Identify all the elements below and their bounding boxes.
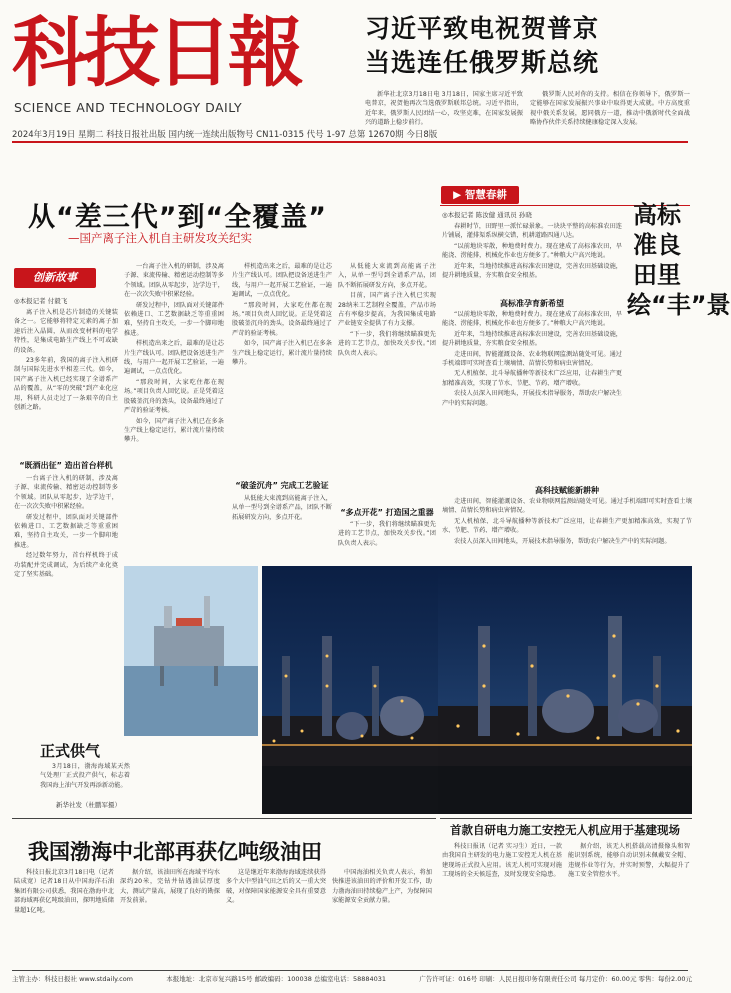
refinery-night-image-right: [438, 566, 692, 814]
masthead: [12, 6, 300, 126]
masthead-title: 科技日報: [12, 8, 300, 97]
drone-column-2: 据介绍，该无人机搭载高清摄像头和智能识别系统，能够自动识别未佩戴安全帽、违规作业等行为，并实时预警，大幅提升了施工安全管控水平。: [568, 843, 690, 879]
smart-farming-column-1: 春耕时节，田野里一派忙碌景象。一块块平整的高标准农田连片铺展，灌排渠系纵横交错，机耕道路四通八达。 “以前地块零散，种地费时费力。现在建成了高标准农田，旱能浇、涝能排，机械化作业也方便多了。”种粮大户高兴地说。 近年来，当地持续推进高标准农田建设，完善农田基础设施，提升耕地质量，夯实粮食安全根基。: [442, 223, 622, 280]
photo-caption-credit: 新华社发（杜鹏军摄）: [56, 801, 121, 809]
lead-column-4b: “下一步，我们将继续瞄准更先进的工艺节点，加快攻关步伐。”团队负责人表示。: [338, 521, 436, 547]
lead-byline: ◎本报记者 付毅飞: [14, 297, 68, 305]
smart-farming-headline: 高标准良田里绘“丰”景: [627, 201, 731, 319]
refinery-photo: [262, 566, 438, 814]
smart-farming-column-2: “以前地块零散，种地费时费力。现在建成了高标准农田，旱能浇、涝能排，机械化作业也方便多了。”种粮大户高兴地说。 近年来，当地持续推进高标准农田建设，完善农田基础设施，提升耕地质量，夯实粮食安全根基。 走进田间，智能灌溉设备、农业物联网监测站随处可见。通过手机端即可实时查看土壤墒情、苗情长势和病虫害情况。 无人机植保、北斗导航播种等新技术广泛应用，让春耕生产更加精准高效，实现了节水、节肥、节药、增产增收。 农技人员深入田间地头，开展技术指导服务，帮助农户解决生产中的实际问题。: [442, 311, 622, 407]
drone-column-1: 科技日报讯（记者 实习生）近日，一款由我国自主研发的电力施工安控无人机在基建现场正式投入应用。该无人机可实现对施工现场的全天候巡查，及时发现安全隐患。: [442, 843, 562, 879]
lead-subtitle: —国产离子注入机自主研发攻关纪实: [68, 231, 252, 245]
innovation-story-badge: 创新故事: [14, 268, 96, 288]
flag-icon: ▶: [453, 189, 462, 201]
footer-mid: 本报地址：北京市复兴路15号 邮政编码：100038 总编室电话：58884031: [166, 975, 387, 983]
smart-farming-byline: ◎本报记者 陈汝健 通讯员 孙晓: [442, 211, 532, 219]
lead-column-1b: 一台离子注入机的研制，涉及离子源、束流传输、精密运动控制等多个领域。团队从零起步，边学边干，在一次次失败中积累经验。 研发过程中，团队面对关键部件依赖进口、工艺数据缺乏等重重困难，坚持自主攻关，一步一个脚印地推进。 经过数年努力，首台样机终于成功装配并完成调试，为后续产业化奠定了坚实基础。: [14, 475, 118, 579]
masthead-english-title: SCIENCE AND TECHNOLOGY DAILY: [14, 100, 243, 115]
photo-caption-title: 正式供气: [40, 742, 101, 760]
footer-left: 主管主办：科技日报社 www.stdaily.com: [12, 975, 134, 983]
masthead-rule: [12, 141, 688, 143]
lead-headline: 从“差三代”到“全覆盖”: [28, 202, 327, 233]
oilfield-column-1: 科技日报北京3月18日电（记者 陆成宽）记者18日从中国海洋石油集团有限公司获悉，我国在渤海中北部海域再获亿吨级油田，探明地质储量超1亿吨。: [14, 869, 114, 914]
smart-farming-column-3: 走进田间，智能灌溉设备、农业物联网监测站随处可见。通过手机端即可实时查看土壤墒情、苗情长势和病虫害情况。 无人机植保、北斗导航播种等新技术广泛应用，让春耕生产更加精准高效，实现了节水、节肥、节药、增产增收。 农技人员深入田间地头，开展技术指导服务，帮助农户解决生产中的实际问题。: [442, 498, 692, 545]
oilfield-column-3: 这是继近年来渤海海域连续获得多个大中型油气田之后的又一重大突破，对保障国家能源安全具有重要意义。: [226, 869, 326, 905]
lead-column-1: 离子注入机是芯片制造的关键装备之一。它能够将特定元素的离子加速后注入晶圆，从而改变材料的电学特性，是集成电路生产线上不可或缺的设备。 23多年前，我国的离子注入机研制与国际先进水平相差三代。如今，国产离子注入机已经实现了全谱系产品的覆盖，从“零的突破”到产业化应用，科研人员走过了一条艰辛的自主创新之路。: [14, 309, 118, 412]
oilfield-headline: 我国渤海中北部再获亿吨级油田: [28, 840, 322, 864]
oilfield-column-2: 据介绍，该油田所在海域平均水深约20米，完钻井钻遇油层厚度大，测试产量高，展现了良好的勘探开发前景。: [120, 869, 220, 905]
lead-column-3b: 从低能大束流到高能离子注入，从单一型号到全谱系产品，团队不断拓展研发方向，多点开花。: [232, 495, 332, 521]
lead-subhead-1: “既酒出征” 造出首台样机: [19, 461, 113, 470]
oilfield-rule: [12, 818, 436, 819]
gas-platform-photo: [124, 566, 258, 736]
top-story-body-right: 俄罗斯人民对你的支持。相信在你领导下，俄罗斯一定能够在国家发展振兴事业中取得更大成就。中方高度重视中俄关系发展，愿同俄方一道，推动中俄新时代全面战略协作伙伴关系持续健康稳定深入发展。: [530, 91, 690, 127]
lead-column-2: 一台离子注入机的研制，涉及离子源、束流传输、精密运动控制等多个领域。团队从零起步，边学边干，在一次次失败中积累经验。 研发过程中，团队面对关键部件依赖进口、工艺数据缺乏等重重困难，坚持自主攻关，一步一个脚印地推进。 样机造出来之后，最难的是让芯片生产线认可。团队把设备送进生产线，与用户一起开展工艺验证，一遍遍调试，一点点优化。 “那段时间，大家吃住都在现场。”项目负责人回忆说。正是凭着这股破釜沉舟的劲头，设备最终通过了严苛的验证考核。 如今，国产离子注入机已在多条生产线上稳定运行，累计流片量持续攀升。: [124, 263, 224, 444]
drone-rule: [440, 818, 692, 819]
top-story-body-left: 新华社北京3月18日电 3月18日，国家主席习近平致电普京，祝贺他再次当选俄罗斯联邦总统。习近平指出，近年来，俄罗斯人民团结一心，攻坚克难，在国家发展振兴的道路上稳步前行。: [365, 91, 523, 127]
photo-caption-text: 3月18日，渤海海域某天然气处理厂正式投产供气，标志着我国海上油气开发再添新动能。: [40, 763, 130, 789]
smart-farming-subhead-1: 高标准孕育新希望: [500, 299, 564, 308]
refinery-night-image: [262, 566, 438, 814]
oilfield-column-4: 中国海油相关负责人表示，将加快推进该油田的评价和开发工作，助力渤海油田持续稳产上产，为保障国家能源安全贡献力量。: [332, 869, 432, 905]
lead-subhead-2: “破釜沉舟” 完成工艺验证: [235, 481, 329, 490]
footer: [12, 974, 692, 983]
footer-rule: [12, 970, 688, 971]
top-headline-line1: 习近平致电祝贺普京: [365, 14, 600, 43]
gas-platform-image: [124, 566, 258, 736]
refinery-photo-right: [438, 566, 692, 814]
drone-headline: 首款自研电力施工安控无人机应用于基建现场: [450, 823, 680, 837]
lead-subhead-3: “多点开花” 打造国之重器: [340, 508, 434, 517]
top-headline: [365, 12, 695, 80]
issue-line: 2024年3月19日 星期二 科技日报社出版 国内统一连续出版物号 CN11-0315 代号 1-97 总第 12670期 今日8版: [12, 130, 438, 140]
smart-farming-subhead-2: 高科技赋能新耕种: [535, 486, 599, 495]
top-headline-line2: 当选连任俄罗斯总统: [365, 48, 600, 77]
footer-right: 广告许可证：016号 印刷：人民日报印务有限责任公司 每月定价：60.00元 零售：每份2.00元: [419, 975, 692, 983]
lead-column-3: 样机造出来之后，最难的是让芯片生产线认可。团队把设备送进生产线，与用户一起开展工艺验证，一遍遍调试，一点点优化。 “那段时间，大家吃住都在现场。”项目负责人回忆说。正是凭着这股破釜沉舟的劲头，设备最终通过了严苛的验证考核。 如今，国产离子注入机已在多条生产线上稳定运行，累计流片量持续攀升。: [232, 263, 332, 367]
lead-column-4: 从低能大束流到高能离子注入，从单一型号到全谱系产品，团队不断拓展研发方向，多点开花。 目前，国产离子注入机已实现28纳米工艺制程全覆盖，产品市场占有率稳步提高，为我国集成电路产业链安全提供了有力支撑。 “下一步，我们将继续瞄准更先进的工艺节点，加快攻关步伐。”团队负责人表示。: [338, 263, 436, 357]
smart-farming-badge: ▶ 智慧春耕: [441, 186, 519, 204]
